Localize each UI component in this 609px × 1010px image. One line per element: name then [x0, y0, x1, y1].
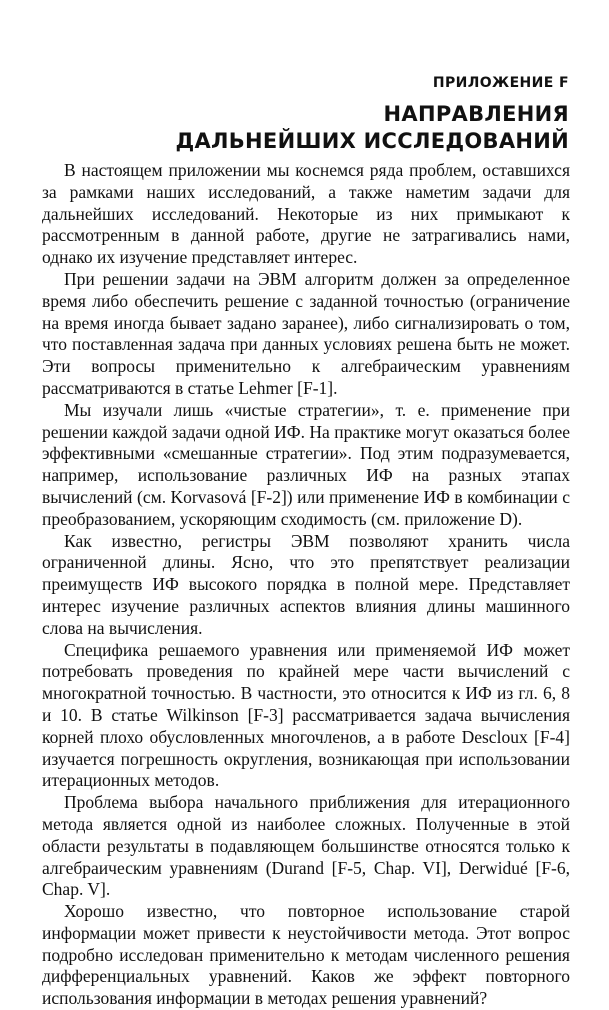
paragraph-3: Мы изучали лишь «чистые стратегии», т. е. применение при решении каждой задачи одной ИФ. На практике могут оказаться более эффективными «смешанные стратегии». Под этим подразумевается, например, использование различных ИФ на разных этапах вычислений (см. Korvasová [F-2]) или применение ИФ в комбинации с преобразованием, ускоряющим сходимость (см. приложение D).	[42, 399, 570, 529]
paragraph-4: Как известно, регистры ЭВМ позволяют хранить числа ограниченной длины. Ясно, что это препятствует реализации преимуществ ИФ высокого порядка в полной мере. Представляет интерес изучение различных аспектов влияния длины машинного слова на вычисления.	[42, 530, 570, 638]
appendix-label: ПРИЛОЖЕНИЕ F	[432, 75, 569, 91]
paragraph-5: Специфика решаемого уравнения или применяемой ИФ может потребовать проведения по крайней мере части вычислений с многократной точностью. В частности, это относится к ИФ из гл. 6, 8 и 10. В статье Wilkinson [F-3] рассматривается задача вычисления корней плохо обусловленных многочленов, а в работе Descloux [F-4] изучается погрешность округления, возникающая при использовании итерационных методов.	[42, 639, 570, 791]
appendix-title	[175, 101, 569, 155]
title-line-2: ДАЛЬНЕЙШИХ ИССЛЕДОВАНИЙ	[175, 129, 569, 153]
paragraph-2: При решении задачи на ЭВМ алгоритм должен за определенное время либо обеспечить решение с заданной точностью (ограничение на время иногда бывает задано заранее), либо сигнализировать о том, что поставленная задача при данных условиях решена быть не может. Эти вопросы применительно к алгебраическим уравнениям рассматриваются в статье Lehmer [F-1].	[42, 268, 570, 398]
paragraph-7: Хорошо известно, что повторное использование старой информации может привести к неустойчивости метода. Этот вопрос подробно исследован применительно к методам численного решения дифференциальных уравнений. Каков же эффект повторного использования информации в методах решения уравнений?	[42, 901, 570, 1009]
paragraph-1: В настоящем приложении мы коснемся ряда проблем, оставшихся за рамками наших исследований, а также наметим задачи для дальнейших исследований. Некоторые из них примыкают к рассмотренным в данной работе, другие не затрагивались нами, однако их изучение представляет интерес.	[42, 160, 570, 268]
paragraph-6: Проблема выбора начального приближения для итерационного метода является одной из наиболее сложных. Полученные в этой области результаты в подавляющем большинстве относятся только к алгебраическим уравнениям (Durand [F-5, Chap. VI], Derwidué [F-6, Chap. V].	[42, 792, 570, 900]
body-text	[42, 160, 570, 1010]
appendix-header	[175, 76, 569, 155]
title-line-1: НАПРАВЛЕНИЯ	[383, 102, 569, 126]
